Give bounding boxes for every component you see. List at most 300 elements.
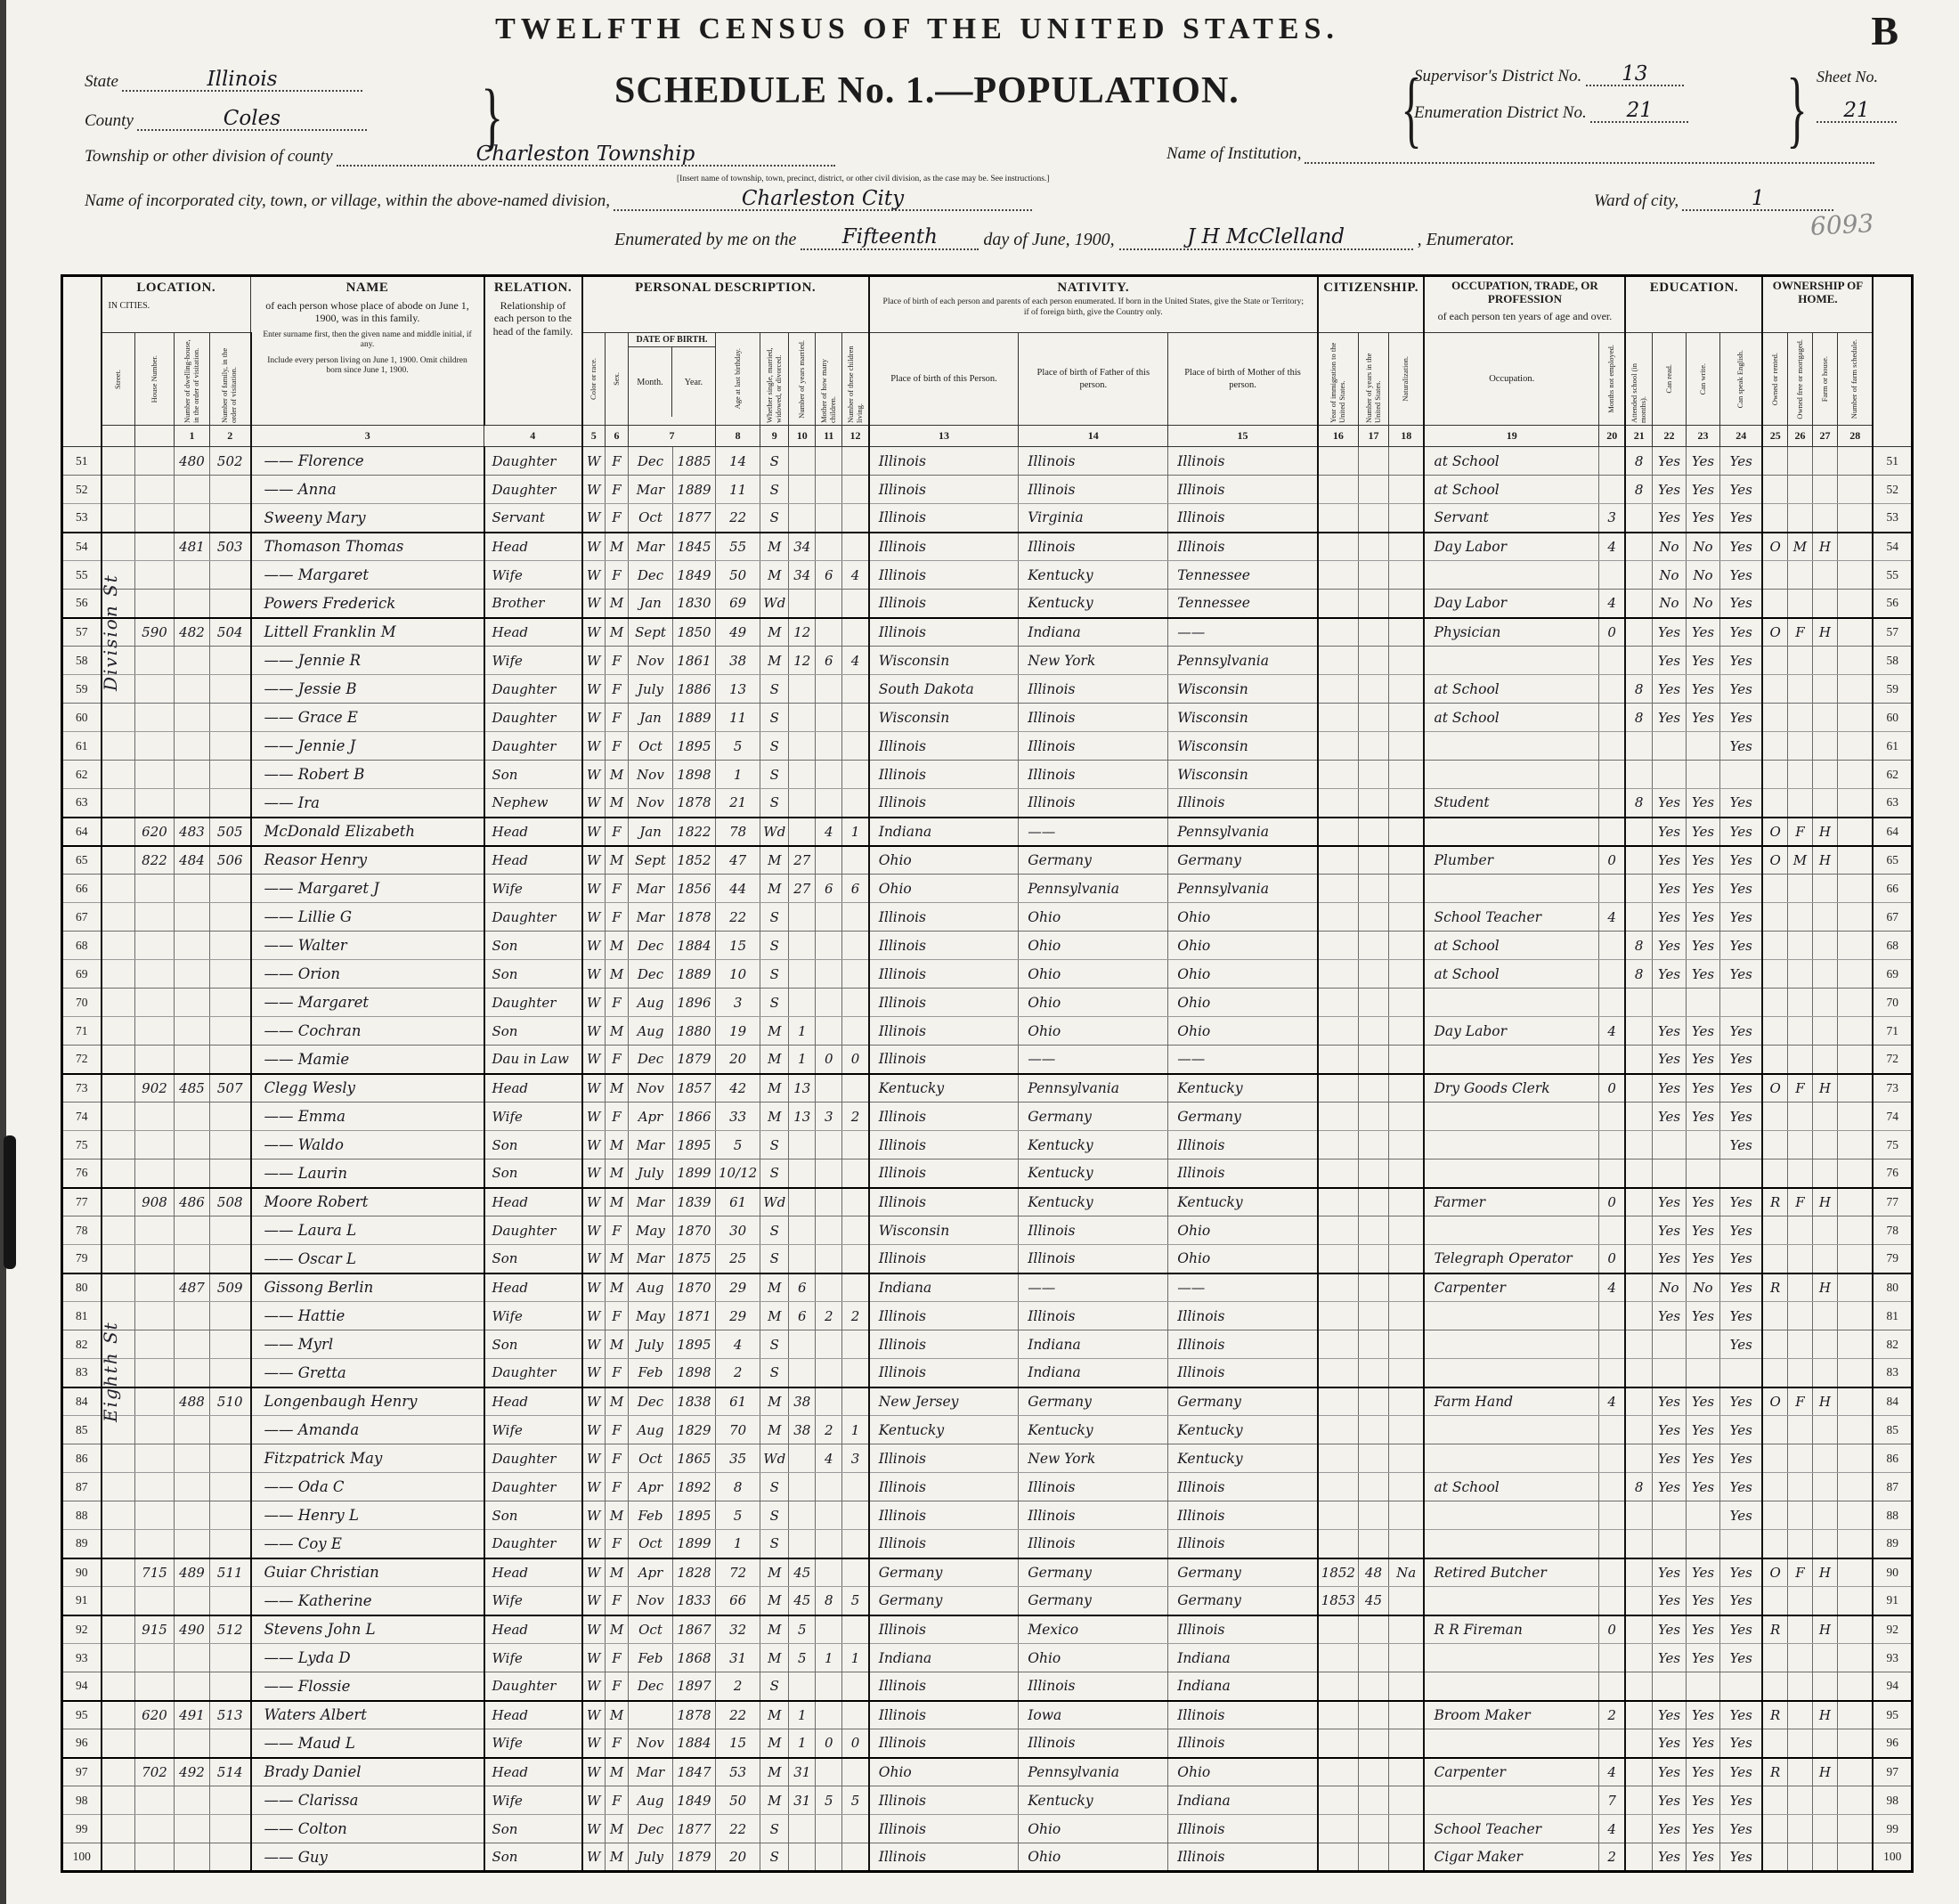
col-occ: [1424, 1103, 1598, 1131]
col-age: 61: [716, 1387, 760, 1416]
col-bm: Mar: [629, 875, 673, 903]
row-number: 93: [62, 1644, 102, 1672]
col-o26: [1787, 1501, 1812, 1530]
col-mu: [1598, 875, 1625, 903]
col-mc: 0: [816, 1729, 842, 1758]
col-en: Yes: [1719, 1074, 1762, 1103]
col-cl: 5: [842, 1587, 869, 1615]
col-pb: Indiana: [869, 1273, 1019, 1302]
col-mb: Germany: [1168, 1558, 1318, 1587]
col-nt: [1388, 789, 1424, 818]
person-row-56: [62, 590, 1913, 618]
col-rd: Yes: [1652, 1245, 1686, 1273]
col-o25: O: [1762, 1387, 1787, 1416]
col-bm: Feb: [629, 1644, 673, 1672]
col-o25: R: [1762, 1615, 1787, 1644]
col-o27: H: [1812, 1074, 1837, 1103]
col-bm: May: [629, 1216, 673, 1245]
col-name: Guiar Christian: [251, 1558, 484, 1587]
col-pb: Indiana: [869, 818, 1019, 846]
col-ms: M: [760, 1273, 789, 1302]
occupation-group: [1424, 276, 1625, 333]
col-o28: [1837, 1558, 1873, 1587]
col-o28: [1837, 618, 1873, 647]
col-dw: 490: [175, 1615, 210, 1644]
col-dw: 492: [175, 1758, 210, 1786]
row-number: 89: [62, 1530, 102, 1558]
col-ms: S: [760, 960, 789, 989]
pob-father-column-header: [1019, 333, 1168, 426]
col-iy: [1318, 1815, 1359, 1843]
brace-glyph: }: [1786, 61, 1808, 156]
col-rd: Yes: [1652, 789, 1686, 818]
col-rd: Yes: [1652, 903, 1686, 932]
col-wr: Yes: [1686, 875, 1719, 903]
col-en: Yes: [1719, 903, 1762, 932]
col-c: W: [582, 875, 606, 903]
col-iy: [1318, 1416, 1359, 1444]
col-rd: Yes: [1652, 960, 1686, 989]
sheet-number-value: 21: [1843, 99, 1870, 122]
col-age: 15: [716, 1729, 760, 1758]
col-fm: 502: [210, 447, 251, 476]
col-s: M: [606, 1131, 629, 1159]
col-mu: [1598, 989, 1625, 1017]
col-dw: [175, 732, 210, 761]
col-sch: 8: [1625, 932, 1652, 960]
col-rd: Yes: [1652, 1416, 1686, 1444]
col-o25: [1762, 1103, 1787, 1131]
col-mb: Kentucky: [1168, 1188, 1318, 1216]
col-sch: [1625, 1273, 1652, 1302]
row-number: 88: [1873, 1501, 1912, 1530]
col-ms: M: [760, 1615, 789, 1644]
col-c: W: [582, 989, 606, 1017]
col-occ: at School: [1424, 932, 1598, 960]
col-nt: [1388, 561, 1424, 590]
col-pb: Illinois: [869, 1131, 1019, 1159]
col-en: Yes: [1719, 1701, 1762, 1729]
col-o27: [1812, 1843, 1837, 1872]
col-en: Yes: [1719, 1131, 1762, 1159]
col-o27: [1812, 1046, 1837, 1074]
col-bm: Sept: [629, 618, 673, 647]
col-fm: [210, 675, 251, 704]
col-ym: 1: [789, 1701, 816, 1729]
row-number: 58: [1873, 647, 1912, 675]
row-number: 76: [62, 1159, 102, 1188]
col-ms: S: [760, 1530, 789, 1558]
col-o25: O: [1762, 1558, 1787, 1587]
col-rel: Daughter: [484, 675, 582, 704]
col-o28: [1837, 789, 1873, 818]
col-yu: [1358, 1444, 1388, 1473]
col-ym: 34: [789, 533, 816, 561]
col-o25: [1762, 1330, 1787, 1359]
col-occ: [1424, 1786, 1598, 1815]
col-nt: [1388, 1302, 1424, 1330]
col-iy: [1318, 875, 1359, 903]
col-iy: [1318, 590, 1359, 618]
col-en: Yes: [1719, 732, 1762, 761]
col-rel: Head: [484, 618, 582, 647]
page-title: TWELFTH CENSUS OF THE UNITED STATES.: [495, 12, 1339, 45]
person-row-60: [62, 704, 1913, 732]
col-s: F: [606, 1786, 629, 1815]
col-s: M: [606, 1558, 629, 1587]
col-o27: [1812, 1245, 1837, 1273]
col-pb: Illinois: [869, 761, 1019, 789]
col-c: W: [582, 1273, 606, 1302]
free-mortgaged-column-header: [1787, 333, 1812, 426]
col-en: [1719, 989, 1762, 1017]
col-rd: Yes: [1652, 1729, 1686, 1758]
col-iy: [1318, 1273, 1359, 1302]
owned-rented-label: Owned or rented.: [1769, 352, 1779, 406]
col-cl: [842, 1758, 869, 1786]
col-age: 2: [716, 1672, 760, 1701]
person-row-54: [62, 533, 1913, 561]
col-mu: [1598, 1159, 1625, 1188]
col-ym: 6: [789, 1302, 816, 1330]
col-occ: School Teacher: [1424, 903, 1598, 932]
col-iy: [1318, 1159, 1359, 1188]
col-mb: Ohio: [1168, 1017, 1318, 1046]
col-nt: [1388, 1501, 1424, 1530]
col-o25: [1762, 647, 1787, 675]
relation-desc: Relationship of each person to the head of the family.: [492, 299, 573, 338]
col-mc: 2: [816, 1302, 842, 1330]
row-number: 51: [62, 447, 102, 476]
children-living-column-header: [842, 333, 869, 426]
col-street: [102, 846, 135, 875]
col-pb: Illinois: [869, 1359, 1019, 1387]
col-ms: M: [760, 1644, 789, 1672]
col-mc: [816, 1359, 842, 1387]
col-o27: [1812, 1416, 1837, 1444]
col-ym: [789, 704, 816, 732]
col-name: —— Walter: [251, 932, 484, 960]
district-block: [1414, 64, 1788, 137]
col-o28: [1837, 1159, 1873, 1188]
col-by: 1897: [673, 1672, 716, 1701]
col-age: 29: [716, 1273, 760, 1302]
col-age: 35: [716, 1444, 760, 1473]
col-s: M: [606, 1245, 629, 1273]
col-street: [102, 1587, 135, 1615]
col-rd: Yes: [1652, 818, 1686, 846]
col-en: Yes: [1719, 818, 1762, 846]
col-wr: Yes: [1686, 789, 1719, 818]
col-o26: [1787, 989, 1812, 1017]
row-number: 89: [1873, 1530, 1912, 1558]
col-occ: Carpenter: [1424, 1758, 1598, 1786]
col-s: F: [606, 561, 629, 590]
col-bm: Apr: [629, 1473, 673, 1501]
schedule-title: SCHEDULE No. 1.—POPULATION.: [614, 70, 1240, 111]
col-by: 1856: [673, 875, 716, 903]
col-nt: [1388, 1074, 1424, 1103]
row-number-header: [62, 276, 102, 447]
children-living-label: Number of these children living.: [845, 345, 864, 423]
col-fm: [210, 1843, 251, 1872]
col-o26: [1787, 1587, 1812, 1615]
col-yu: [1358, 1672, 1388, 1701]
col-fb: Kentucky: [1019, 1188, 1168, 1216]
col-nt: [1388, 1758, 1424, 1786]
col-street: [102, 818, 135, 846]
col-o27: [1812, 1131, 1837, 1159]
col-en: Yes: [1719, 647, 1762, 675]
col-pb: Illinois: [869, 618, 1019, 647]
col-rel: Wife: [484, 875, 582, 903]
sex-label: Sex.: [611, 372, 621, 386]
row-number: 100: [1873, 1843, 1912, 1872]
col-occ: [1424, 561, 1598, 590]
col-bm: Sept: [629, 846, 673, 875]
col-bm: Mar: [629, 533, 673, 561]
col-name: —— Grace E: [251, 704, 484, 732]
row-number: 84: [1873, 1387, 1912, 1416]
col-sch: [1625, 1188, 1652, 1216]
col-fm: 512: [210, 1615, 251, 1644]
col-name: —— Cochran: [251, 1017, 484, 1046]
nativity-group-label: NATIVITY.: [1057, 281, 1130, 295]
sheet-letter: B: [1871, 8, 1898, 53]
col-street: [102, 1558, 135, 1587]
col-yu: [1358, 1501, 1388, 1530]
col-fb: Indiana: [1019, 1359, 1168, 1387]
col-c: W: [582, 1330, 606, 1359]
person-row-78: [62, 1216, 1913, 1245]
col-mu: [1598, 1501, 1625, 1530]
col-occ: at School: [1424, 476, 1598, 504]
col-yu: [1358, 1131, 1388, 1159]
col-yu: [1358, 1416, 1388, 1444]
col-cl: [842, 618, 869, 647]
col-pb: Illinois: [869, 1302, 1019, 1330]
col-wr: [1686, 1330, 1719, 1359]
row-number: 79: [1873, 1245, 1912, 1273]
col-ms: M: [760, 1302, 789, 1330]
row-number: 94: [62, 1672, 102, 1701]
col-mb: Wisconsin: [1168, 761, 1318, 789]
col-by: 1868: [673, 1644, 716, 1672]
col-street: [102, 1644, 135, 1672]
col-yu: [1358, 789, 1388, 818]
col-o28: [1837, 1131, 1873, 1159]
col-hn: [135, 1216, 175, 1245]
col-street: [102, 1672, 135, 1701]
pob-mother-column-header: [1168, 333, 1318, 426]
col-pb: Illinois: [869, 1017, 1019, 1046]
col-ym: 45: [789, 1587, 816, 1615]
col-wr: [1686, 761, 1719, 789]
col-ym: [789, 1245, 816, 1273]
col-sch: [1625, 1644, 1652, 1672]
col-o28: [1837, 1843, 1873, 1872]
col-mc: 4: [816, 818, 842, 846]
col-cl: [842, 846, 869, 875]
col-wr: Yes: [1686, 1245, 1719, 1273]
col-yu: [1358, 590, 1388, 618]
col-pb: Illinois: [869, 1530, 1019, 1558]
col-o26: [1787, 1273, 1812, 1302]
col-c: W: [582, 1644, 606, 1672]
col-yu: [1358, 1188, 1388, 1216]
farm-schedule-label: Number of farm schedule.: [1849, 338, 1859, 419]
col-pb: Illinois: [869, 732, 1019, 761]
col-iy: [1318, 1188, 1359, 1216]
col-yu: [1358, 1644, 1388, 1672]
row-number: 55: [62, 561, 102, 590]
col-o28: [1837, 732, 1873, 761]
col-occ: Day Labor: [1424, 533, 1598, 561]
sex-column-header: [606, 333, 629, 426]
col-o26: [1787, 875, 1812, 903]
col-age: 38: [716, 647, 760, 675]
col-fb: Germany: [1019, 846, 1168, 875]
col-wr: Yes: [1686, 1017, 1719, 1046]
col-hn: [135, 1359, 175, 1387]
col-sch: 8: [1625, 960, 1652, 989]
col-rel: Wife: [484, 1644, 582, 1672]
col-occ: [1424, 1359, 1598, 1387]
col-o26: [1787, 1245, 1812, 1273]
col-fm: [210, 1216, 251, 1245]
col-bm: Apr: [629, 1103, 673, 1131]
col-by: 1828: [673, 1558, 716, 1587]
mother-of-label: Mother of how many children.: [819, 358, 837, 423]
col-by: 1889: [673, 476, 716, 504]
col-by: 1878: [673, 789, 716, 818]
col-mb: Ohio: [1168, 1245, 1318, 1273]
col-ym: [789, 1530, 816, 1558]
col-nt: [1388, 1416, 1424, 1444]
col-hn: 620: [135, 818, 175, 846]
col-rel: Daughter: [484, 1530, 582, 1558]
col-bm: July: [629, 675, 673, 704]
col-ym: [789, 1672, 816, 1701]
col-en: Yes: [1719, 1473, 1762, 1501]
row-number: 72: [1873, 1046, 1912, 1074]
col-mb: Illinois: [1168, 1159, 1318, 1188]
col-street: [102, 1729, 135, 1758]
col-mc: [816, 704, 842, 732]
col-name: —— Oscar L: [251, 1245, 484, 1273]
person-row-76: [62, 1159, 1913, 1188]
col-rel: Son: [484, 1843, 582, 1872]
column-number-13: 13: [869, 426, 1019, 447]
col-mb: Germany: [1168, 1387, 1318, 1416]
enumeration-district-value: 21: [1626, 99, 1653, 122]
col-age: 30: [716, 1216, 760, 1245]
col-yu: [1358, 1302, 1388, 1330]
dwelling-column-header: [175, 333, 210, 426]
name-desc: of each person whose place of abode on June 1, 1900, was in this family.: [265, 299, 469, 325]
col-fb: Illinois: [1019, 447, 1168, 476]
col-wr: Yes: [1686, 1815, 1719, 1843]
col-yu: [1358, 1387, 1388, 1416]
col-bm: Dec: [629, 1387, 673, 1416]
col-mc: [816, 675, 842, 704]
col-en: Yes: [1719, 932, 1762, 960]
dob-label: DATE OF BIRTH.: [629, 333, 715, 347]
col-bm: Nov: [629, 1587, 673, 1615]
col-o25: [1762, 1501, 1787, 1530]
col-o27: [1812, 1644, 1837, 1672]
col-name: —— Maud L: [251, 1729, 484, 1758]
col-o25: [1762, 1729, 1787, 1758]
col-street: [102, 1786, 135, 1815]
col-o26: [1787, 1131, 1812, 1159]
years-married-column-header: [789, 333, 816, 426]
col-c: W: [582, 533, 606, 561]
col-fm: 505: [210, 818, 251, 846]
col-c: W: [582, 1159, 606, 1188]
col-o27: [1812, 1530, 1837, 1558]
col-o27: [1812, 903, 1837, 932]
row-number: 72: [62, 1046, 102, 1074]
col-ym: [789, 818, 816, 846]
col-c: W: [582, 1587, 606, 1615]
col-dw: [175, 1473, 210, 1501]
col-nt: [1388, 846, 1424, 875]
col-age: 20: [716, 1046, 760, 1074]
col-ms: M: [760, 1701, 789, 1729]
col-ms: M: [760, 1074, 789, 1103]
col-ms: M: [760, 1786, 789, 1815]
col-o26: [1787, 1302, 1812, 1330]
col-pb: Illinois: [869, 1330, 1019, 1359]
col-by: 1850: [673, 618, 716, 647]
col-age: 66: [716, 1587, 760, 1615]
col-by: 1895: [673, 1131, 716, 1159]
col-o27: [1812, 1159, 1837, 1188]
col-o25: [1762, 903, 1787, 932]
row-number: 70: [1873, 989, 1912, 1017]
col-fb: Ohio: [1019, 960, 1168, 989]
col-fm: [210, 903, 251, 932]
col-bm: Jan: [629, 704, 673, 732]
row-number: 54: [1873, 533, 1912, 561]
col-c: W: [582, 1615, 606, 1644]
family-column-header: [210, 333, 251, 426]
col-fb: Kentucky: [1019, 590, 1168, 618]
col-by: 1879: [673, 1843, 716, 1872]
col-rel: Brother: [484, 590, 582, 618]
col-sch: [1625, 1558, 1652, 1587]
person-row-67: [62, 903, 1913, 932]
col-o28: [1837, 447, 1873, 476]
col-cl: 1: [842, 818, 869, 846]
col-rd: Yes: [1652, 875, 1686, 903]
col-mu: 4: [1598, 590, 1625, 618]
col-wr: Yes: [1686, 675, 1719, 704]
col-mb: Illinois: [1168, 1615, 1318, 1644]
personal-description-group: [582, 276, 869, 333]
col-o26: [1787, 903, 1812, 932]
col-pb: Illinois: [869, 1245, 1019, 1273]
col-mb: Illinois: [1168, 789, 1318, 818]
col-bm: Aug: [629, 989, 673, 1017]
col-s: F: [606, 1530, 629, 1558]
column-number-26: 26: [1787, 426, 1812, 447]
col-mu: 2: [1598, 1843, 1625, 1872]
col-c: W: [582, 1672, 606, 1701]
col-name: Fitzpatrick May: [251, 1444, 484, 1473]
col-fb: Ohio: [1019, 989, 1168, 1017]
